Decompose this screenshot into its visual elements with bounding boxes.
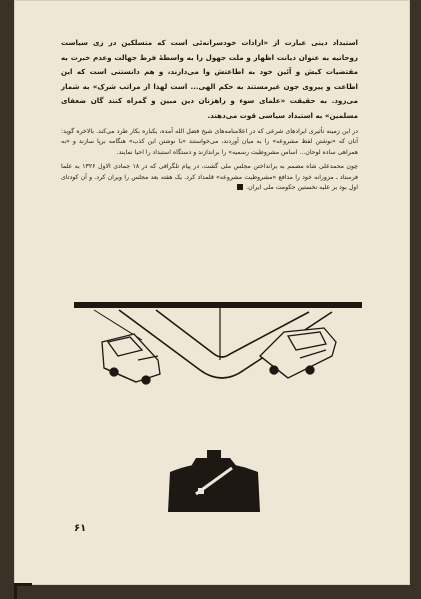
crop-mark-vertical [14, 586, 17, 599]
page-text [61, 36, 358, 197]
paragraph-3 [61, 162, 358, 193]
page-number: ۶۱ [74, 523, 87, 534]
paragraph-2: در این زمینه تأثیری ایرادهای شرعی که در اعلامنامه‌های شیخ فضل الله آمده، یکباره بکار طرد می‌کند. بالاخره گوید: آنان که «نوشتن لفظ مشروعه» را به میان آوردند، می‌خواستند «با نوشتن این کذب» هنگامه برپا سازند و «به همراهی ساده لوحان... اساس مشروطیت رسمیه» را براندازند و دستگاه استبداد را احیا نمایند. [61, 128, 358, 156]
book-page [14, 0, 410, 585]
end-mark-icon [237, 184, 243, 190]
paragraph-3-text: چون محمدعلی شاه مصمم به برانداختن مجلس ملی گشت، در پیام تلگرافی که در ۱۸ جمادی الاول ۱۳۲۶ به علما فرستاد ـ مزورانه خود را مدافع «مشروطیت مشروعه» قلمداد کرد. یک هفته بعد مجلس را ویران کرد. و آن کودتای اول بود بر علیه نخستین حکومت ملی ایران. [61, 163, 358, 192]
figure-icon [168, 450, 260, 512]
paragraph-1: استبداد دینی عبارت از «ارادات خودسرانه‌ئی است که متسلکین در زی سیاست روحانیه به عنوان دیانت اظهار و ملت جهول را به واسطهٔ فرط جهالت وعدم خبرت به مقتضیات کیش و آئین خود به اطاعتش وا می‌دارند، و هم دانستنی است که این اطاعت و پیروی جون غیرمستند به حکم الهی... است لهذا از مراتب شرک» به شمار می‌رود. به حقیقت «علمای سوء و راهزنان دین مبین و گمراه کنند گان ضعفای مسلمین» به استبداد سیاسی قوت می‌دهند. [61, 38, 358, 120]
car-right-icon [260, 328, 336, 378]
top-bar [74, 302, 362, 308]
illustration [74, 298, 364, 518]
car-left-icon [102, 334, 160, 384]
